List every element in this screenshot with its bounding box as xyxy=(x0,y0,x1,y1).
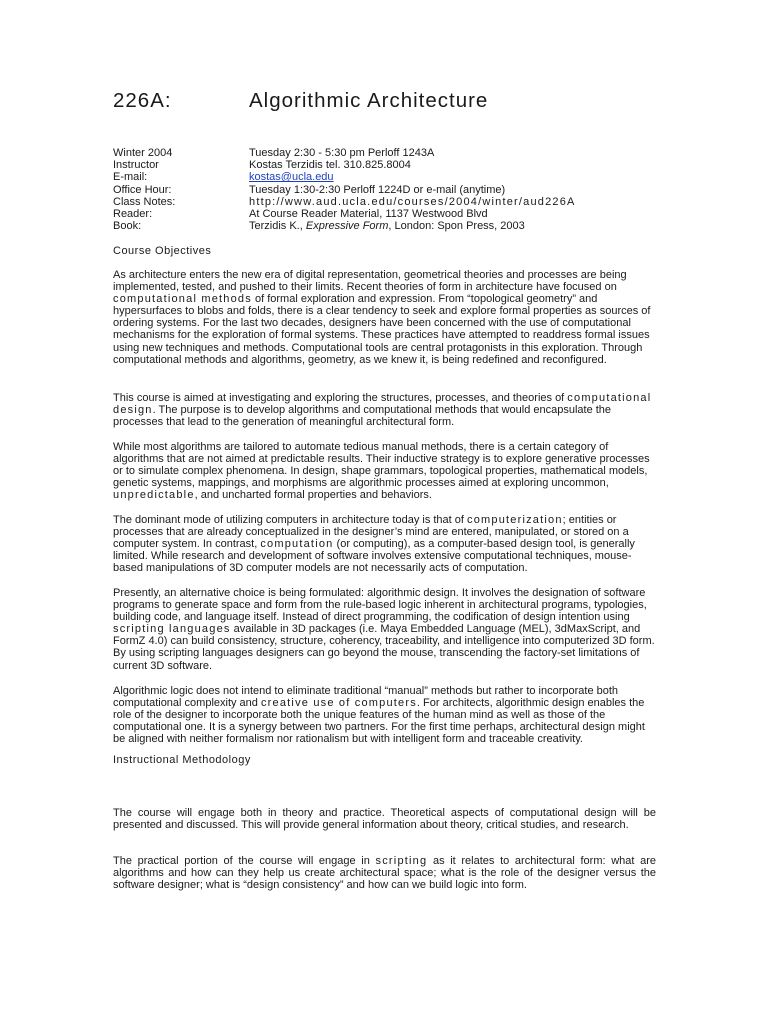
paragraph xyxy=(113,587,656,672)
text: The practical portion of the course will engage in xyxy=(113,855,376,867)
text: . The purpose is to develop algorithms and computational methods that would encapsulate the processes that lead to the generation of meaningful architectural form. xyxy=(113,404,612,429)
info-label: Office Hour: xyxy=(113,183,172,196)
text: (or computing), as a computer-based design tool, is generally limited. While research and development of software involves extensive computational techniques, mouse-based manipulations of 3D computer models are not necessarily acts of computation. xyxy=(113,538,635,575)
text: This course is aimed at investigating and exploring the structures, processes, and theories of xyxy=(113,392,568,404)
page-title xyxy=(113,89,488,113)
text: . For architects, algorithmic design enables the role of the designer to incorporate both the unique features of the human mind as well as those of the computational one. It is a synergy between two partners. For the first time perhaps, architectural design might be aligned with neither formalism nor rationalism but with intelligent form and traceable creativity. xyxy=(113,697,645,746)
info-value: Tuesday 2:30 - 5:30 pm Perloff 1243A xyxy=(249,147,435,159)
text: Algorithmic logic does not intend to eliminate traditional “manual” methods but rather to incorporate both computational complexity and xyxy=(113,685,619,710)
info-value: Kostas Terzidis tel. 310.825.8004 xyxy=(249,159,411,172)
course-name: Algorithmic Architecture xyxy=(249,89,489,112)
info-row xyxy=(113,159,576,171)
text: The course will engage both in theory and practice. Theoretical aspects of computational design will be presented and discussed. This will provide general information about theory, critical studies, and research. xyxy=(113,807,656,832)
info-label: Winter 2004 xyxy=(113,147,173,159)
info-value-wrap xyxy=(249,220,525,232)
paragraph xyxy=(113,685,656,745)
paragraph xyxy=(113,392,656,428)
text: While most algorithms are tailored to automate tedious manual methods, there is a certain category of algorithms that are not aimed at predictable results. Their inductive strategy is to explore generative processes or to simulate complex phenomena. In design, shape grammars, topological properties, mathematical models, genetic systems, mappings, and morphisms are algorithmic processes aimed at exploring uncommon, xyxy=(113,441,650,490)
paragraph xyxy=(113,441,656,501)
class-notes-url: http://www.aud.ucla.edu/courses/2004/winter/aud226A xyxy=(249,195,576,208)
info-label: Class Notes: xyxy=(113,195,176,208)
book-author: Terzidis K., xyxy=(249,220,306,233)
spaced-text: computational methods xyxy=(113,293,252,306)
info-label: Instructor xyxy=(113,159,159,172)
text: , and uncharted formal properties and behaviors. xyxy=(194,489,432,502)
paragraph xyxy=(113,514,656,574)
info-label: Reader: xyxy=(113,208,153,221)
text: as it relates to architectural form: what are algorithms and how can they help us create architectural space; what is the role of the designer versus the software designer; what is “design consistency” and how can we build logic into form. xyxy=(113,855,656,892)
paragraph xyxy=(113,269,656,366)
book-title: Expressive Form xyxy=(305,220,389,233)
course-code: 226A: xyxy=(113,89,172,112)
text: The dominant mode of utilizing computers in architecture today is that of xyxy=(113,514,468,526)
info-value: Tuesday 1:30-2:30 Perloff 1224D or e-mail (anytime) xyxy=(249,183,506,196)
text: ; entities or processes that are already conceptualized in the designer’s mind are entered, manipulated, or stored on a computer system. In contrast, xyxy=(113,514,629,551)
info-row xyxy=(113,171,576,183)
spaced-text: computational design xyxy=(113,392,652,417)
info-row xyxy=(113,208,576,220)
info-row xyxy=(113,220,576,232)
text: As architecture enters the new era of digital representation, geometrical theories and processes are being implemented, tested, and pushed to their limits. Recent theories of form in architecture have focused on xyxy=(113,269,627,294)
book-publisher: , London: Spon Press, 2003 xyxy=(388,220,525,233)
spaced-text: unpredictable xyxy=(113,489,195,502)
text: Presently, an alternative choice is being formulated: algorithmic design. It involves the designation of software programs to generate space and form from the rule-based logic inherent in architectural programs, typologies, building code, and language itself. Instead of direct programming, the codification of design intention using xyxy=(113,587,647,624)
spaced-text: computation xyxy=(260,538,334,551)
info-label: Book: xyxy=(113,220,142,233)
course-info xyxy=(113,147,576,232)
info-label: E-mail: xyxy=(113,171,148,184)
spaced-text: computerization xyxy=(467,514,563,526)
info-row xyxy=(113,147,576,159)
spaced-text: scripting xyxy=(375,855,428,867)
info-row xyxy=(113,196,576,208)
info-value-wrap xyxy=(249,171,334,183)
section-heading-objectives: Course Objectives xyxy=(113,245,212,257)
text: available in 3D packages (i.e. Maya Embedded Language (MEL), 3dMaxScript, and FormZ 4.0) can build consistency, structure, coherency, traceability, and intelligence into computerized 3D form. By using scripting languages designers can go beyond the mouse, transcending the factory-set limitations of current 3D software. xyxy=(113,623,655,672)
text: of formal exploration and expression. From “topological geometry” and hypersurfaces to blobs and folds, there is a clear tendency to seek and explore formal properties as sources of ordering systems. For the last two decades, designers have been concerned with the use of computational mechanisms for the exploration of formal systems. These practices have attempted to readdress formal issues using new techniques and methods. Computational tools are central protagonists in this exploration. Through computational methods and algorithms, geometry, as we knew it, is being redefined and reconfigured. xyxy=(113,293,651,366)
email-link[interactable]: kostas@ucla.edu xyxy=(249,171,334,184)
paragraph xyxy=(113,855,656,891)
info-row xyxy=(113,184,576,196)
info-value: At Course Reader Material, 1137 Westwood Blvd xyxy=(249,208,488,221)
section-heading-methodology: Instructional Methodology xyxy=(113,754,251,766)
spaced-text: scripting languages xyxy=(113,623,231,636)
spaced-text: creative use of computers xyxy=(260,697,417,710)
paragraph xyxy=(113,807,656,831)
